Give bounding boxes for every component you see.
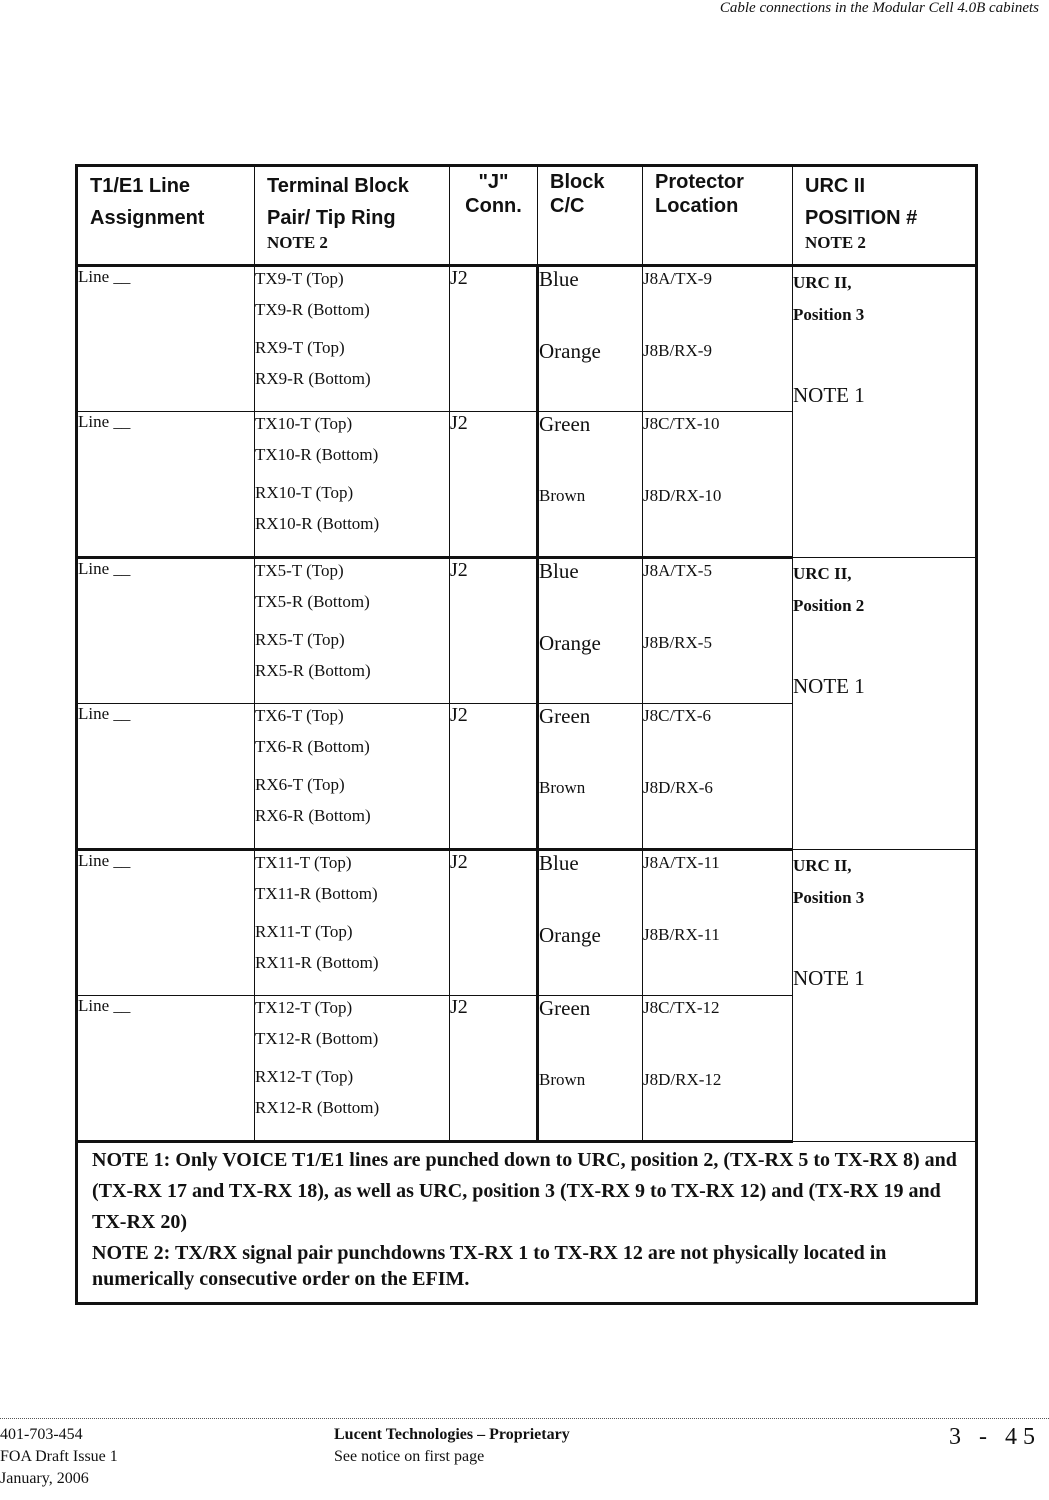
pair-label: RX11-T (Top) xyxy=(255,922,353,941)
urc-position-cell xyxy=(793,558,977,850)
j-conn-cell: J2 xyxy=(450,850,538,996)
pair-label: TX12-T (Top) xyxy=(255,998,353,1017)
urc-position-cell xyxy=(793,266,977,558)
terminal-pair-cell xyxy=(255,704,450,850)
block-color-cell xyxy=(538,704,643,850)
protector-label: J8B/RX-5 xyxy=(643,633,712,652)
pair-label: TX9-T (Top) xyxy=(255,269,344,288)
protector-label: J8D/RX-10 xyxy=(643,486,722,505)
j-conn-cell: J2 xyxy=(450,266,538,412)
pair-label: TX9-R (Bottom) xyxy=(255,300,370,319)
col-header-urc-position: URC II POSITION # NOTE 2 xyxy=(793,166,977,266)
pair-label: TX11-R (Bottom) xyxy=(255,884,378,903)
color-label: Green xyxy=(539,704,591,728)
pair-label: RX10-R (Bottom) xyxy=(255,514,380,533)
block-color-cell xyxy=(538,850,643,996)
pair-label: RX11-R (Bottom) xyxy=(255,953,379,972)
pair-label: RX5-R (Bottom) xyxy=(255,661,371,680)
color-label: Brown xyxy=(539,778,586,797)
color-label: Blue xyxy=(539,559,579,583)
pair-label: RX9-R (Bottom) xyxy=(255,369,371,388)
line-cell: Line __ xyxy=(77,266,255,412)
protector-label: J8A/TX-5 xyxy=(643,561,712,580)
protector-label: J8C/TX-6 xyxy=(643,706,711,725)
color-label: Orange xyxy=(539,631,601,655)
protector-cell xyxy=(643,558,793,704)
doc-number: 401-703-454 xyxy=(0,1426,83,1443)
j-conn-cell: J2 xyxy=(450,558,538,704)
pair-label: TX6-T (Top) xyxy=(255,706,344,725)
protector-label: J8C/TX-12 xyxy=(643,998,720,1017)
terminal-pair-cell xyxy=(255,412,450,558)
color-label: Brown xyxy=(539,486,586,505)
pair-label: RX6-T (Top) xyxy=(255,775,345,794)
line-cell: Line __ xyxy=(77,996,255,1142)
table-row xyxy=(77,266,977,412)
line-cell: Line __ xyxy=(77,850,255,996)
pair-label: RX10-T (Top) xyxy=(255,483,354,502)
block-color-cell xyxy=(538,266,643,412)
pair-label: TX5-R (Bottom) xyxy=(255,592,370,611)
terminal-pair-cell xyxy=(255,266,450,412)
pair-label: RX12-T (Top) xyxy=(255,1067,354,1086)
block-color-cell xyxy=(538,558,643,704)
urc-title: URC II, xyxy=(793,273,852,292)
cable-connection-table xyxy=(75,164,978,1305)
table-row xyxy=(77,558,977,704)
color-label: Blue xyxy=(539,267,579,291)
table-row xyxy=(77,850,977,996)
pair-label: TX11-T (Top) xyxy=(255,853,352,872)
pair-label: TX10-T (Top) xyxy=(255,414,353,433)
terminal-pair-cell xyxy=(255,996,450,1142)
block-color-cell xyxy=(538,996,643,1142)
terminal-pair-cell xyxy=(255,850,450,996)
protector-label: J8C/TX-10 xyxy=(643,414,720,433)
pair-label: RX5-T (Top) xyxy=(255,630,345,649)
j-conn-cell: J2 xyxy=(450,704,538,850)
urc-note: NOTE 1 xyxy=(793,383,865,407)
protector-label: J8D/RX-12 xyxy=(643,1070,722,1089)
urc-note: NOTE 1 xyxy=(793,674,865,698)
protector-cell xyxy=(643,850,793,996)
col-header-terminal-block: Terminal Block Pair/ Tip Ring NOTE 2 xyxy=(255,166,450,266)
protector-cell xyxy=(643,996,793,1142)
line-cell: Line __ xyxy=(77,412,255,558)
table-notes xyxy=(77,1142,977,1304)
protector-cell xyxy=(643,266,793,412)
color-label: Green xyxy=(539,996,591,1020)
urc-title: URC II, xyxy=(793,856,852,875)
color-label: Brown xyxy=(539,1070,586,1089)
col-header-block-cc: Block C/C xyxy=(538,166,643,266)
line-cell: Line __ xyxy=(77,704,255,850)
color-label: Orange xyxy=(539,339,601,363)
urc-position: Position 3 xyxy=(793,305,865,324)
col-header-protector-location: Protector Location xyxy=(643,166,793,266)
color-label: Green xyxy=(539,412,591,436)
date: January, 2006 xyxy=(0,1470,89,1487)
j-conn-cell: J2 xyxy=(450,412,538,558)
pair-label: RX12-R (Bottom) xyxy=(255,1098,380,1117)
col-header-line-assignment: T1/E1 Line Assignment xyxy=(77,166,255,266)
protector-cell xyxy=(643,704,793,850)
note-2: NOTE 2: TX/RX signal pair punchdowns TX-RX 1 to TX-RX 12 are not physically located in numerically consecutive order on the EFIM. xyxy=(92,1242,887,1290)
urc-position: Position 3 xyxy=(793,888,865,907)
urc-title: URC II, xyxy=(793,564,852,583)
pair-label: TX5-T (Top) xyxy=(255,561,344,580)
j-conn-cell: J2 xyxy=(450,996,538,1142)
running-header: Cable connections in the Modular Cell 4.0B cabinets xyxy=(719,0,1039,16)
pair-label: RX9-T (Top) xyxy=(255,338,345,357)
protector-cell xyxy=(643,412,793,558)
col-header-j-conn: "J" Conn. xyxy=(450,166,538,266)
pair-label: TX10-R (Bottom) xyxy=(255,445,379,464)
footer-center xyxy=(334,1424,570,1468)
block-color-cell xyxy=(538,412,643,558)
note-1: NOTE 1: Only VOICE T1/E1 lines are punched down to URC, position 2, (TX-RX 5 to TX-RX 8) and (TX-RX 17 and TX-RX 18), as well as URC, position 3 (TX-RX 9 to TX-RX 12) and (TX-RX 19 and TX-RX 20) xyxy=(92,1149,957,1233)
protector-label: J8D/RX-6 xyxy=(643,778,713,797)
footer-divider xyxy=(0,1418,1049,1419)
color-label: Orange xyxy=(539,923,601,947)
protector-label: J8B/RX-11 xyxy=(643,925,720,944)
pair-label: RX6-R (Bottom) xyxy=(255,806,371,825)
terminal-pair-cell xyxy=(255,558,450,704)
protector-label: J8B/RX-9 xyxy=(643,341,712,360)
company: Lucent Technologies – Proprietary xyxy=(334,1426,570,1443)
protector-label: J8A/TX-11 xyxy=(643,853,720,872)
urc-note: NOTE 1 xyxy=(793,966,865,990)
pair-label: TX6-R (Bottom) xyxy=(255,737,370,756)
urc-position-cell xyxy=(793,850,977,1142)
issue: FOA Draft Issue 1 xyxy=(0,1448,118,1465)
header-row xyxy=(77,166,977,266)
line-cell: Line __ xyxy=(77,558,255,704)
color-label: Blue xyxy=(539,851,579,875)
protector-label: J8A/TX-9 xyxy=(643,269,712,288)
footer-left xyxy=(0,1424,118,1490)
pair-label: TX12-R (Bottom) xyxy=(255,1029,379,1048)
notice: See notice on first page xyxy=(334,1448,485,1465)
page-number: 3 - 45 xyxy=(949,1424,1041,1450)
urc-position: Position 2 xyxy=(793,596,865,615)
